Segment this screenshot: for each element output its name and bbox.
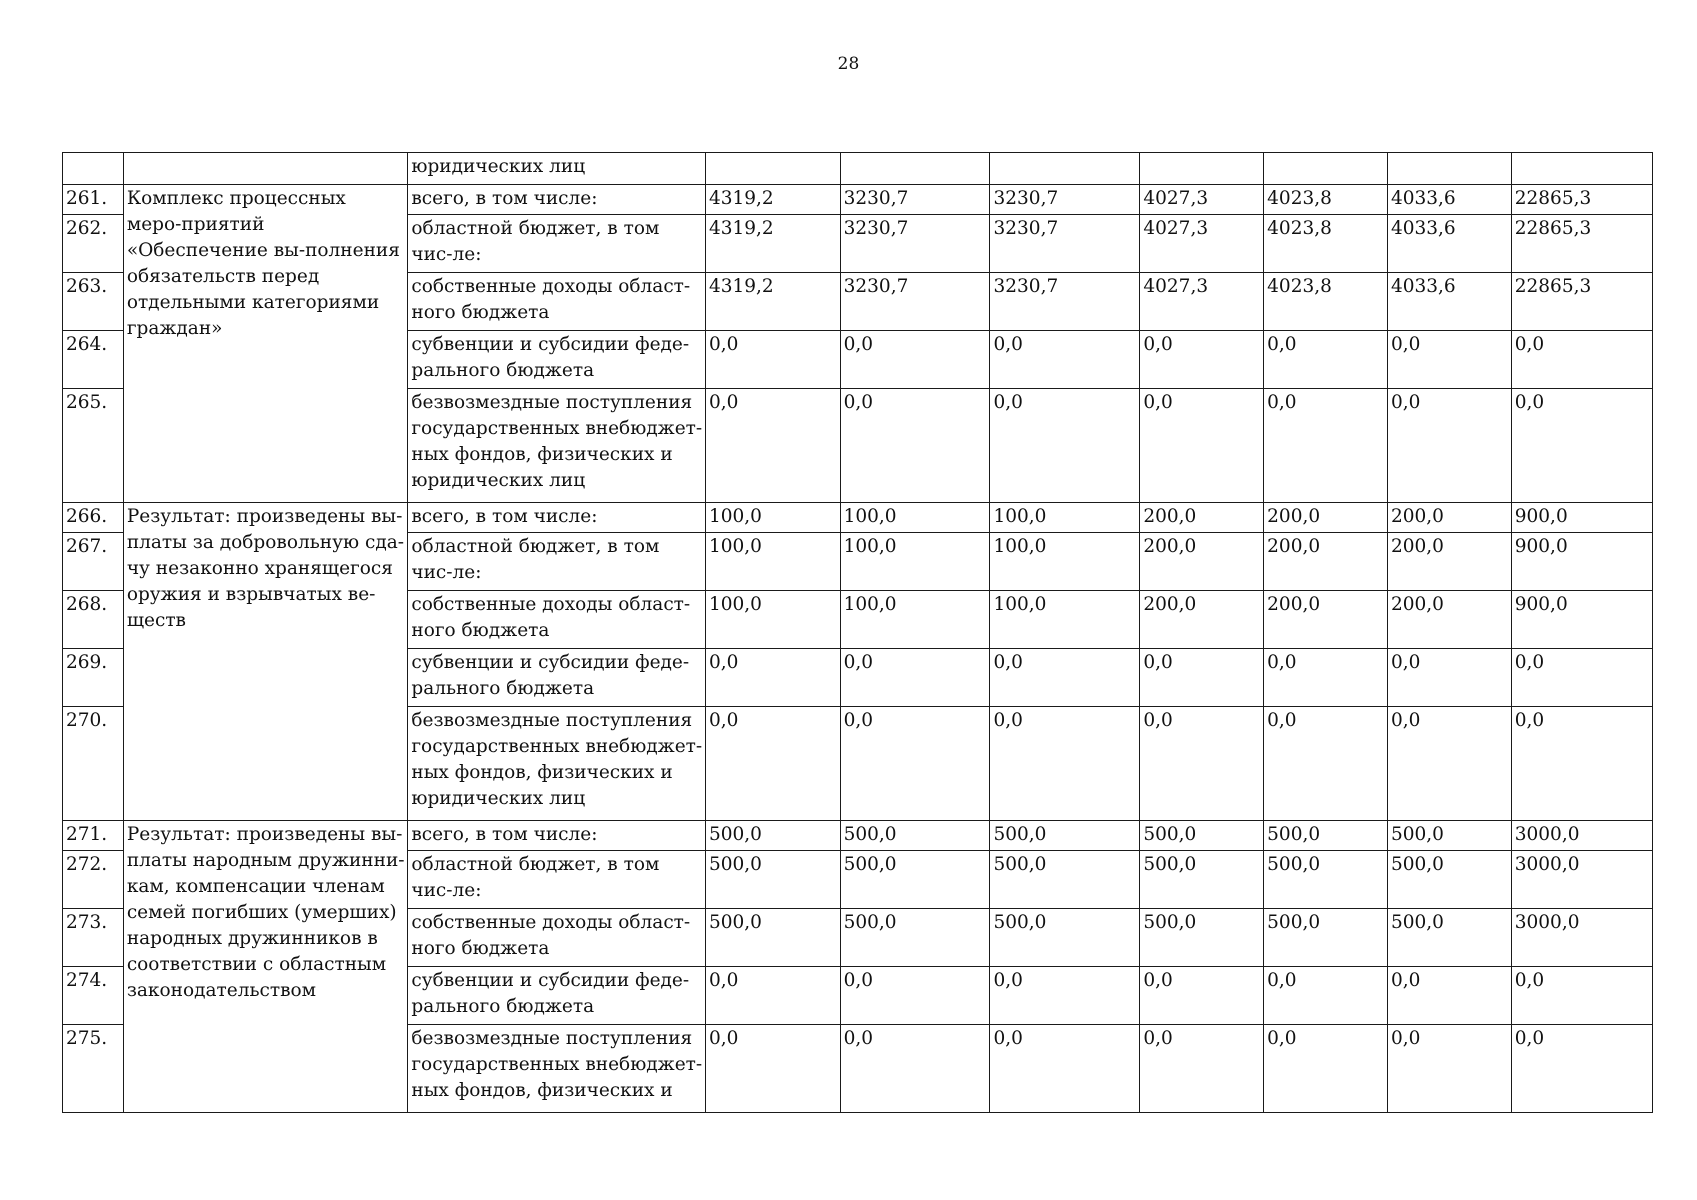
row-number-cell: 262.: [63, 215, 124, 273]
funding-source-cell: собственные доходы област-ного бюджета: [408, 591, 706, 649]
value-cell: 0,0: [1264, 707, 1388, 821]
value-cell: 500,0: [990, 851, 1140, 909]
table-row: [63, 821, 1653, 851]
value-cell: 0,0: [840, 967, 990, 1025]
row-number-cell: 271.: [63, 821, 124, 851]
value-cell: 0,0: [1511, 967, 1652, 1025]
funding-source-cell: субвенции и субсидии феде-рального бюджета: [408, 967, 706, 1025]
funding-source-cell: всего, в том числе:: [408, 185, 706, 215]
value-cell: 3230,7: [990, 215, 1140, 273]
value-cell: 200,0: [1264, 591, 1388, 649]
value-cell: 200,0: [1387, 591, 1511, 649]
value-cell: 200,0: [1264, 503, 1388, 533]
value-cell: 0,0: [1511, 649, 1652, 707]
table-row: [63, 185, 1653, 215]
value-cell: 4027,3: [1140, 215, 1264, 273]
funding-source-cell: областной бюджет, в том чис-ле:: [408, 215, 706, 273]
page-number: 28: [837, 54, 860, 74]
value-cell: 0,0: [1140, 1025, 1264, 1113]
value-cell: 0,0: [990, 707, 1140, 821]
value-cell: 900,0: [1511, 503, 1652, 533]
value-cell: 4319,2: [705, 185, 840, 215]
funding-source-cell: безвозмездные поступления государственных внебюджет-ных фондов, физических и юридических лиц: [408, 707, 706, 821]
funding-source-cell: безвозмездные поступления государственных внебюджет-ных фондов, физических и: [408, 1025, 706, 1113]
row-number-cell: 272.: [63, 851, 124, 909]
value-cell: 4033,6: [1387, 185, 1511, 215]
value-cell: 100,0: [705, 533, 840, 591]
value-cell: 4027,3: [1140, 273, 1264, 331]
value-cell: 4033,6: [1387, 215, 1511, 273]
value-cell: 0,0: [990, 649, 1140, 707]
value-cell: 0,0: [840, 389, 990, 503]
value-cell: 100,0: [705, 503, 840, 533]
budget-table: [62, 152, 1653, 1113]
value-cell: 200,0: [1387, 503, 1511, 533]
value-cell: 500,0: [990, 821, 1140, 851]
value-cell: 0,0: [1140, 331, 1264, 389]
group-label-cell: Результат: произведены вы-платы за добровольную сда-чу незаконно хранящегося оружия и взрывчатых ве-ществ: [123, 503, 408, 821]
value-cell: 0,0: [990, 389, 1140, 503]
value-cell: 4023,8: [1264, 273, 1388, 331]
value-cell: 22865,3: [1511, 215, 1652, 273]
value-cell: 0,0: [705, 331, 840, 389]
value-cell: 500,0: [1387, 909, 1511, 967]
value-cell: 500,0: [705, 909, 840, 967]
value-cell: 200,0: [1140, 503, 1264, 533]
row-number-cell: 268.: [63, 591, 124, 649]
value-cell: 200,0: [1140, 591, 1264, 649]
row-number-cell: 263.: [63, 273, 124, 331]
value-cell: 100,0: [705, 591, 840, 649]
value-cell: 200,0: [1387, 533, 1511, 591]
value-cell: 4027,3: [1140, 185, 1264, 215]
value-cell: 900,0: [1511, 591, 1652, 649]
value-cell: [990, 153, 1140, 185]
value-cell: 0,0: [1511, 389, 1652, 503]
value-cell: 0,0: [1264, 1025, 1388, 1113]
row-number-cell: 273.: [63, 909, 124, 967]
group-label-cell: [123, 153, 408, 185]
value-cell: 0,0: [1140, 967, 1264, 1025]
funding-source-cell: всего, в том числе:: [408, 503, 706, 533]
value-cell: 0,0: [1387, 649, 1511, 707]
value-cell: 3230,7: [990, 273, 1140, 331]
table-row: [63, 503, 1653, 533]
value-cell: 0,0: [1387, 967, 1511, 1025]
value-cell: 0,0: [705, 389, 840, 503]
value-cell: 0,0: [840, 707, 990, 821]
value-cell: 500,0: [1264, 851, 1388, 909]
funding-source-cell: юридических лиц: [408, 153, 706, 185]
value-cell: 100,0: [840, 503, 990, 533]
value-cell: 500,0: [990, 909, 1140, 967]
value-cell: 100,0: [840, 591, 990, 649]
value-cell: 0,0: [705, 1025, 840, 1113]
value-cell: 500,0: [1387, 821, 1511, 851]
funding-source-cell: субвенции и субсидии феде-рального бюджета: [408, 331, 706, 389]
value-cell: 22865,3: [1511, 273, 1652, 331]
value-cell: 4319,2: [705, 215, 840, 273]
row-number-cell: 261.: [63, 185, 124, 215]
value-cell: 0,0: [1140, 389, 1264, 503]
row-number-cell: [63, 153, 124, 185]
value-cell: 500,0: [705, 851, 840, 909]
value-cell: 4319,2: [705, 273, 840, 331]
value-cell: 0,0: [705, 707, 840, 821]
row-number-cell: 270.: [63, 707, 124, 821]
value-cell: 0,0: [990, 967, 1140, 1025]
value-cell: 500,0: [840, 851, 990, 909]
value-cell: 0,0: [1387, 707, 1511, 821]
value-cell: 3230,7: [840, 215, 990, 273]
value-cell: 0,0: [1140, 649, 1264, 707]
value-cell: 0,0: [1511, 331, 1652, 389]
row-number-cell: 267.: [63, 533, 124, 591]
value-cell: 500,0: [840, 821, 990, 851]
value-cell: 4023,8: [1264, 215, 1388, 273]
row-number-cell: 274.: [63, 967, 124, 1025]
value-cell: 100,0: [840, 533, 990, 591]
value-cell: 0,0: [1140, 707, 1264, 821]
row-number-cell: 275.: [63, 1025, 124, 1113]
row-number-cell: 266.: [63, 503, 124, 533]
value-cell: 900,0: [1511, 533, 1652, 591]
funding-source-cell: безвозмездные поступления государственных внебюджет-ных фондов, физических и юридических лиц: [408, 389, 706, 503]
value-cell: [1511, 153, 1652, 185]
value-cell: 500,0: [1264, 821, 1388, 851]
value-cell: 0,0: [840, 1025, 990, 1113]
row-number-cell: 264.: [63, 331, 124, 389]
funding-source-cell: собственные доходы област-ного бюджета: [408, 273, 706, 331]
row-number-cell: 265.: [63, 389, 124, 503]
value-cell: [1387, 153, 1511, 185]
value-cell: 0,0: [1387, 331, 1511, 389]
value-cell: 500,0: [1140, 821, 1264, 851]
value-cell: 3000,0: [1511, 909, 1652, 967]
value-cell: 200,0: [1140, 533, 1264, 591]
value-cell: 0,0: [1264, 331, 1388, 389]
value-cell: 0,0: [1264, 389, 1388, 503]
value-cell: [1140, 153, 1264, 185]
funding-source-cell: субвенции и субсидии феде-рального бюджета: [408, 649, 706, 707]
value-cell: 500,0: [1264, 909, 1388, 967]
value-cell: 3000,0: [1511, 821, 1652, 851]
value-cell: 3230,7: [840, 185, 990, 215]
value-cell: 4023,8: [1264, 185, 1388, 215]
value-cell: 0,0: [1511, 1025, 1652, 1113]
value-cell: 100,0: [990, 503, 1140, 533]
funding-source-cell: областной бюджет, в том чис-ле:: [408, 851, 706, 909]
table-body: [63, 153, 1653, 1113]
value-cell: 0,0: [1264, 649, 1388, 707]
group-label-cell: Результат: произведены вы-платы народным дружинни-кам, компенсации членам семей погибших (умерших) народных дружинников в соответствии с областным законодательством: [123, 821, 408, 1113]
value-cell: 4033,6: [1387, 273, 1511, 331]
value-cell: 3000,0: [1511, 851, 1652, 909]
value-cell: [1264, 153, 1388, 185]
value-cell: 0,0: [840, 649, 990, 707]
value-cell: [840, 153, 990, 185]
value-cell: 0,0: [1511, 707, 1652, 821]
value-cell: 3230,7: [840, 273, 990, 331]
funding-source-cell: областной бюджет, в том чис-ле:: [408, 533, 706, 591]
value-cell: 0,0: [1387, 389, 1511, 503]
value-cell: 0,0: [840, 331, 990, 389]
value-cell: 22865,3: [1511, 185, 1652, 215]
value-cell: 200,0: [1264, 533, 1388, 591]
value-cell: 0,0: [705, 649, 840, 707]
value-cell: 500,0: [1387, 851, 1511, 909]
value-cell: 100,0: [990, 591, 1140, 649]
value-cell: 3230,7: [990, 185, 1140, 215]
funding-source-cell: всего, в том числе:: [408, 821, 706, 851]
value-cell: 0,0: [990, 331, 1140, 389]
value-cell: 500,0: [705, 821, 840, 851]
group-label-cell: Комплекс процессных меро-приятий «Обеспечение вы-полнения обязательств перед отдельными категориями граждан»: [123, 185, 408, 503]
row-number-cell: 269.: [63, 649, 124, 707]
value-cell: 0,0: [990, 1025, 1140, 1113]
value-cell: 0,0: [1264, 967, 1388, 1025]
table-row-continuation: [63, 153, 1653, 185]
value-cell: 500,0: [840, 909, 990, 967]
value-cell: [705, 153, 840, 185]
value-cell: 500,0: [1140, 909, 1264, 967]
value-cell: 100,0: [990, 533, 1140, 591]
value-cell: 0,0: [705, 967, 840, 1025]
value-cell: 0,0: [1387, 1025, 1511, 1113]
funding-source-cell: собственные доходы област-ного бюджета: [408, 909, 706, 967]
value-cell: 500,0: [1140, 851, 1264, 909]
